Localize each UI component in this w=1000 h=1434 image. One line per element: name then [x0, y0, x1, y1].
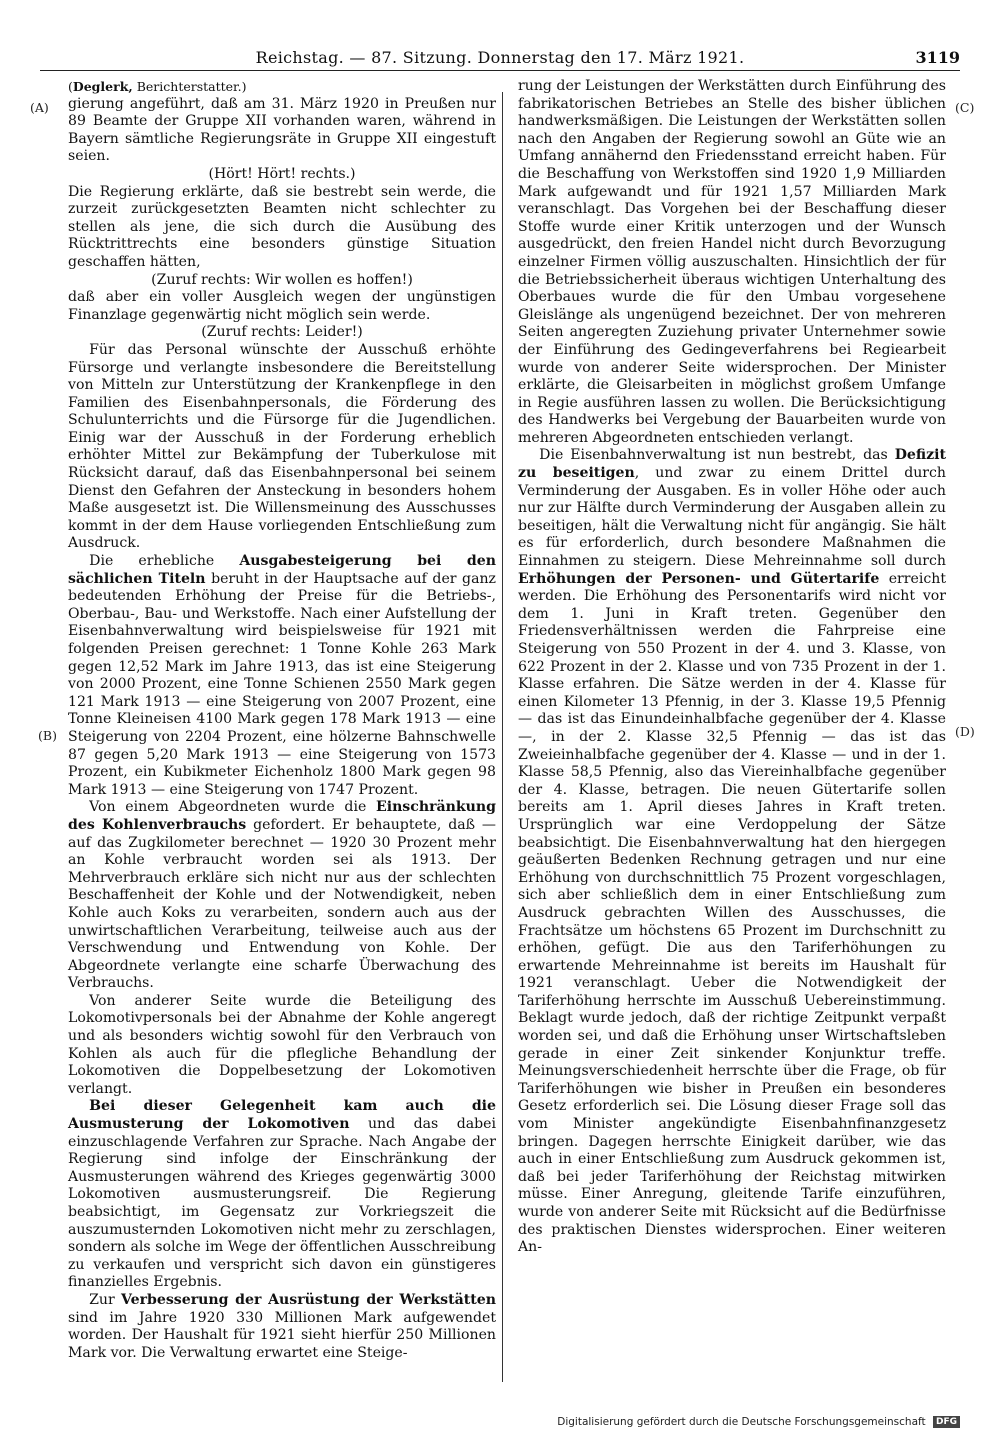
bold-phrase: Bei dieser Gelegenheit kam auch die Ausmusterung der Lokomotiven — [68, 1098, 496, 1133]
bold-phrase: Ausgabesteigerung bei den sächlichen Titeln — [68, 553, 496, 587]
margin-marker-b: (B) — [38, 728, 57, 743]
paragraph: gierung angeführt, daß am 31. März 1920 in Preußen nur 89 Beamte der Gruppe XII vorhanden waren, während in Bayern sämtliche Regierungsräte in Gruppe XII eingestuft seien. — [68, 95, 496, 165]
page-number: 3119 — [915, 48, 960, 67]
credit-text: Digitalisierung gefördert durch die Deutsche Forschungsgemeinschaft — [557, 1416, 926, 1428]
bold-phrase: Defizit zu beseitigen — [518, 447, 946, 482]
right-column — [518, 78, 946, 1257]
column-divider — [502, 92, 503, 1382]
bold-phrase: Verbesserung der Ausrüstung der Werkstätten — [121, 1291, 496, 1308]
paragraph: Bei dieser Gelegenheit kam auch die Ausmusterung der Lokomotiven und das dabei einzuschlagende Verfahren zur Sprache. Nach Angabe der Regierung sind infolge der Einschränkung der Ausmusterungen während des Krieges gegenwärtig 3000 Lokomotiven ausmusterungsreif. Die Regierung beabsichtigt, im Gegensatz zur Vorkriegszeit die auszumusternden Lokomotiven nicht mehr zu zerschlagen, sondern als solche im Wege der öffentlichen Ausschreibung zu verkaufen und verspricht sich davon ein günstigeres finanzielles Ergebnis. — [68, 1098, 496, 1291]
margin-marker-c: (C) — [955, 100, 975, 115]
paragraph: Die Eisenbahnverwaltung ist nun bestrebt, das Defizit zu beseitigen, und zwar zu einem Drittel durch Verminderung der Ausgaben. Es in voller Höhe oder auch nur zur Hälfte durch Verminderung der Ausgaben allein zu beseitigen, hält die Verwaltung nicht für angängig. Sie hält es für erforderlich, durch besondere Maßnahmen die Einnahmen zu steigern. Diese Mehreinnahme soll durch Erhöhungen der Personen- und Gütertarife erreicht werden. Die Erhöhung des Personentarifs wird nicht vor dem 1. Juni in Kraft treten. Gegenüber den Friedensverhältnissen werden die Fahrpreise eine Steigerung von 550 Prozent in der 4. und 3. Klasse, von 622 Prozent in der 2. Klasse und von 735 Prozent in der 1. Klasse erfahren. Die Sätze werden in der 4. Klasse für einen Kilometer 13 Pfennig, in der 3. Klasse 19,5 Pfennig — das ist das Einundeinhalbfache gegenüber der 4. Klasse —, in der 2. Klasse 32,5 Pfennig — das ist das Zweieinhalbfache gegenüber der 4. Klasse — und in der 1. Klasse 58,5 Pfennig, also das Viereinhalbfache gegenüber der 4. Klasse, betragen. Die neuen Gütertarife sollen bereits am 1. April dieses Jahres in Kraft treten. Ursprünglich war eine Verdoppelung der Sätze beabsichtigt. Die Eisenbahnverwaltung hat den hiergegen geäußerten Bedenken Rechnung getragen und nur eine Erhöhung von durchschnittlich 75 Prozent vorgeschlagen, sich aber schließlich dem in einer Entschließung zum Ausdruck gebrachten Willen des Ausschusses, die Frachtsätze um höchstens 65 Prozent im Durchschnitt zu erhöhen, gefügt. Die aus den Tariferhöhungen zu erwartende Mehreinnahme ist bereits im Haushalt für 1921 veranschlagt. Ueber die Notwendigkeit der Tariferhöhung herrschte im Ausschuß Uebereinstimmung. Beklagt wurde jedoch, daß der richtige Zeitpunkt verpaßt worden sei, und daß die Erhöhung unser Wirtschaftsleben gerade in einer Zeit sinkender Konjunktur treffe. Meinungsverschiedenheit herrschte über die Frage, ob für Tariferhöhungen wie bisher in Preußen ein besonderes Gesetz erforderlich sei. Die Lösung dieser Frage soll das vom Minister angekündigte Eisenbahnfinanzgesetz bringen. Dagegen herrschte Einigkeit darüber, wie das auch in einer Entschließung zum Ausdruck gekommen ist, daß bei jeder Tariferhöhung der Reichstag mitwirken müsse. Einer Anregung, gleitende Tarife einzuführen, wurde von anderer Seite mit Rücksicht auf die Bedürfnisse des praktischen Dienstes widersprochen. Einer weiteren An- — [518, 447, 947, 1256]
speaker-line: (Deglerk, Berichterstatter.) — [68, 79, 247, 94]
margin-marker-d: (D) — [955, 724, 975, 739]
paragraph: Von einem Abgeordneten wurde die Einschränkung des Kohlenverbrauchs gefordert. Er behauptete, daß — auf das Zugkilometer berechnet — 1920 30 Prozent mehr an Kohle verbraucht worden sei als 1913. Der Mehrverbrauch erkläre sich nicht nur aus der schlechten Beschaffenheit der Kohle und der Notwendigkeit, neben Kohle auch Koks zu verarbeiten, sondern auch aus der unwirtschaftlichen Verarbeitung, teilweise auch aus der Verschwendung und Entwendung von Kohle. Der Abgeordnete verlangte eine scharfe Überwachung des Verbrauchs. — [68, 799, 496, 992]
paragraph: Für das Personal wünschte der Ausschuß erhöhte Fürsorge und verlangte insbesondere die Bereitstellung von Mitteln zur Unterstützung der Krankenpflege in den Familien des Eisenbahnpersonals, die Förderung des Schulunterrichts und die Fürsorge für die Jugendlichen. Einig war der Ausschuß in der Forderung erheblich erhöhter Mittel zur Bekämpfung der Tuberkulose mit Rücksicht darauf, daß das Eisenbahnpersonal bei seinem Dienst den Gefahren der Ansteckung in besonders hohem Maße ausgesetzt ist. Die Willensmeinung des Ausschusses kommt in der dem Hause vorliegenden Entschließung zum Ausdruck. — [68, 341, 496, 552]
paragraph: Die erhebliche Ausgabesteigerung bei den sächlichen Titeln beruht in der Hauptsache auf der ganz bedeutenden Erhöhung der Preise für die Betriebs-, Oberbau-, Bau- und Werkstoffe. Nach einer Aufstellung der Eisenbahnverwaltung wird beispielsweise für 1921 mit folgenden Preisen gerechnet: 1 Tonne Kohle 263 Mark gegen 12,52 Mark im Jahre 1913, das ist eine Steigerung von 2000 Prozent, eine Tonne Schienen 2550 Mark gegen 121 Mark 1913 — eine Steigerung von 2007 Prozent, eine Tonne Kleineisen 4100 Mark gegen 178 Mark 1913 — eine Steigerung von 2204 Prozent, eine hölzerne Bahnschwelle 87 gegen 5,20 Mark 1913 — eine Steigerung von 1573 Prozent, ein Kubikmeter Eichenholz 1800 Mark gegen 98 Mark 1913 — eine Steigerung von 1747 Prozent. — [68, 553, 496, 798]
header-title: Reichstag. — 87. Sitzung. Donnerstag den 17. März 1921. — [255, 48, 745, 67]
paragraph: Von anderer Seite wurde die Beteiligung des Lokomotivpersonals bei der Abnahme der Kohle angeregt und als besonders wichtig sowohl für den Verbrauch von Kohlen als auch für die pflegliche Behandlung der Lokomotiven die Doppelbesetzung der Lokomotiven verlangt. — [68, 992, 496, 1097]
speaker-name: Deglerk, — [72, 79, 133, 94]
page-header — [40, 46, 960, 71]
interjection: (Zuruf rechts: Wir wollen es hoffen!) — [151, 271, 413, 288]
dfg-logo: DFG — [933, 1416, 960, 1428]
left-column — [68, 78, 496, 1362]
digitization-credit — [557, 1416, 960, 1428]
paragraph: Zur Verbesserung der Ausrüstung der Werkstätten sind im Jahre 1920 330 Millionen Mark aufgewendet worden. Der Haushalt für 1921 sieht hierfür 250 Millionen Mark vor. Die Verwaltung erwartet eine Steige- — [68, 1291, 496, 1361]
paragraph: rung der Leistungen der Werkstätten durch Einführung des fabrikatorischen Betriebes an Stelle des bisher üblichen handwerksmäßigen. Die Leistungen der Werkstätten sollen nach den Angaben der Regierung sowohl an Güte wie an Umfang annähernd den Friedensstand erreicht haben. Für die Beschaffung von Werkstoffen sind 1920 1,9 Milliarden Mark aufgewandt und für 1921 1,57 Milliarden Mark veranschlagt. Das Vorgehen bei der Beschaffung dieser Stoffe wurde einer Kritik unterzogen und der Wunsch ausgedrückt, den freien Handel nicht durch Bevorzugung einzelner Firmen völlig auszuschalten. Hinsichtlich der für die Betriebssicherheit überaus wichtigen Unterhaltung des Oberbaues wurde die für den Umbau vorgesehene Gleislänge als ungenügend bezeichnet. Der von mehreren Seiten angeregten Zuziehung privater Unternehmer sowie der Einführung des Gedingeverfahrens bei Regiearbeit wurde von anderer Seite widersprochen. Der Minister erklärte, die Gleisarbeiten in möglichst großem Umfange in Regie ausführen lassen zu wollen. Die Berücksichtigung des Handwerks bei Vergebung der Bauarbeiten wurde von mehreren Abgeordneten entschieden verlangt. — [518, 78, 946, 446]
interjection: (Hört! Hört! rechts.) — [208, 165, 356, 182]
bold-phrase: Erhöhungen der Personen- und Gütertarife — [518, 570, 880, 587]
paragraph: daß aber ein voller Ausgleich wegen der ungünstigen Finanzlage gegenwärtig nicht möglich sein werde. — [68, 289, 496, 323]
paragraph: Die Regierung erklärte, daß sie bestrebt sein werde, die zurzeit zurückgesetzten Beamten nicht schlechter zu stellen als jene, die sich durch die Ausübung des Rücktrittrechts eine besonders günstige Situation geschaffen hätten, — [68, 183, 496, 270]
speaker-role: Berichterstatter.) — [136, 79, 247, 94]
bold-phrase: Einschränkung des Kohlenverbrauchs — [68, 799, 496, 833]
interjection: (Zuruf rechts: Leider!) — [201, 324, 363, 341]
margin-marker-a: (A) — [30, 100, 49, 115]
